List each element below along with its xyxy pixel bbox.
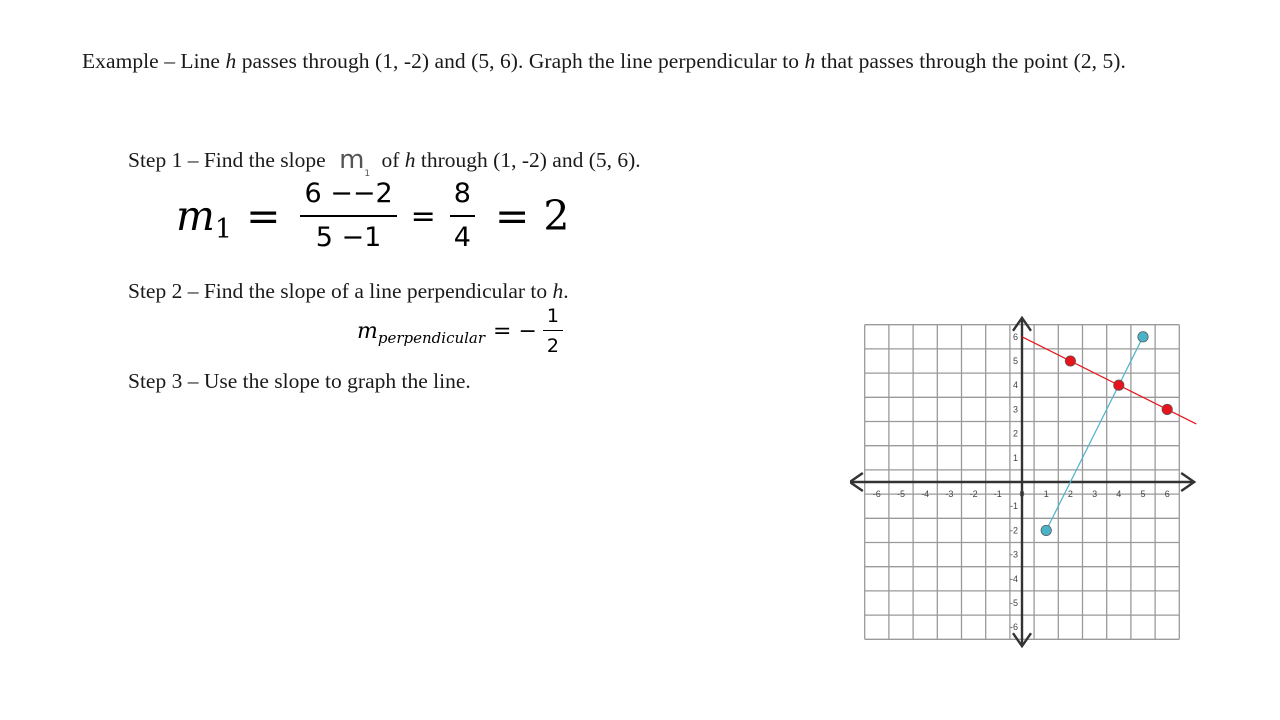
y-tick-label: -1	[1009, 501, 1018, 512]
y-tick-label: -5	[1009, 598, 1018, 608]
problem-line-h: h	[225, 49, 237, 73]
eq1-var: m	[176, 192, 215, 240]
eq1-fraction-2	[450, 177, 475, 255]
y-tick-label: 1	[1012, 452, 1018, 463]
y-tick-label: -6	[1009, 622, 1018, 633]
problem-text-3: that passes through the point (2, 5).	[815, 49, 1126, 73]
coordinate-graph	[850, 310, 1210, 650]
x-tick-label: 2	[1067, 489, 1073, 499]
x-tick-label: -6	[872, 489, 881, 499]
eq2-var: m	[357, 318, 378, 344]
perpendicular-slope-equation	[357, 298, 565, 364]
problem-statement	[82, 46, 1192, 76]
y-tick-label: 4	[1012, 380, 1018, 391]
slope-equation	[176, 168, 569, 264]
problem-line-h-2: h	[804, 49, 816, 73]
y-tick-label: 5	[1012, 356, 1018, 366]
step-1-text-b: of	[376, 148, 405, 172]
x-tick-label: -2	[969, 489, 978, 499]
x-tick-label: 3	[1092, 489, 1098, 499]
eq2-sub: perpendicular	[377, 329, 486, 347]
data-point-1	[1114, 380, 1124, 390]
x-tick-label: 5	[1140, 489, 1146, 499]
slope-symbol-m: m	[339, 145, 365, 175]
y-tick-label: -3	[1009, 549, 1018, 560]
step-1-text-a: Step 1 – Find the slope	[128, 148, 332, 172]
eq1-denominator: 5 −1	[315, 222, 382, 253]
eq2-equals: = −	[493, 318, 537, 344]
x-tick-label: 6	[1164, 489, 1170, 499]
step-3	[128, 366, 471, 396]
y-tick-label: -2	[1009, 525, 1018, 536]
data-point-1	[1065, 356, 1075, 366]
y-tick-label: -4	[1009, 573, 1018, 584]
slope-symbol-sub: 1	[364, 169, 371, 180]
y-tick-label: 3	[1012, 404, 1018, 415]
x-tick-label: -5	[896, 489, 906, 499]
eq2-denominator: 2	[546, 335, 560, 357]
step-2-text-a: Step 2 – Find the slope of a line perpendicular to	[128, 279, 553, 303]
x-tick-label: -1	[993, 489, 1002, 499]
eq1-numerator: 6 −−2	[300, 177, 396, 217]
eq1-fraction	[300, 177, 396, 255]
eq1-denominator-2: 4	[453, 222, 471, 253]
eq1-equals-3: =	[494, 192, 530, 240]
step-2-text-b: .	[563, 279, 569, 303]
data-point-1	[1162, 404, 1172, 414]
problem-text-1: Example – Line	[82, 49, 226, 73]
y-tick-label: 2	[1012, 428, 1018, 439]
eq1-result: 2	[543, 192, 570, 240]
step-2-h: h	[552, 279, 564, 303]
eq1-equals-2: =	[410, 198, 436, 234]
eq1-equals: =	[246, 192, 281, 240]
x-tick-label: 4	[1116, 489, 1122, 499]
x-tick-label: -3	[945, 489, 954, 499]
step-1-h: h	[404, 148, 416, 172]
step-1-text-c: through (1, -2) and (5, 6).	[415, 148, 641, 172]
x-tick-label: -4	[921, 489, 930, 499]
eq2-fraction	[543, 304, 563, 358]
data-point-0	[1138, 332, 1148, 342]
series-line-0	[1043, 337, 1146, 531]
x-tick-label: 1	[1043, 489, 1049, 499]
data-point-0	[1041, 525, 1051, 535]
problem-text-2: passes through (1, -2) and (5, 6). Graph the line perpendicular to	[236, 49, 805, 73]
eq1-sub: 1	[214, 213, 233, 245]
step-3-text: Step 3 – Use the slope to graph the line.	[128, 369, 471, 393]
eq1-numerator-2: 8	[450, 177, 475, 217]
y-tick-label: 6	[1012, 331, 1018, 342]
eq2-numerator: 1	[543, 304, 563, 331]
x-tick-label: 0	[1019, 489, 1025, 499]
